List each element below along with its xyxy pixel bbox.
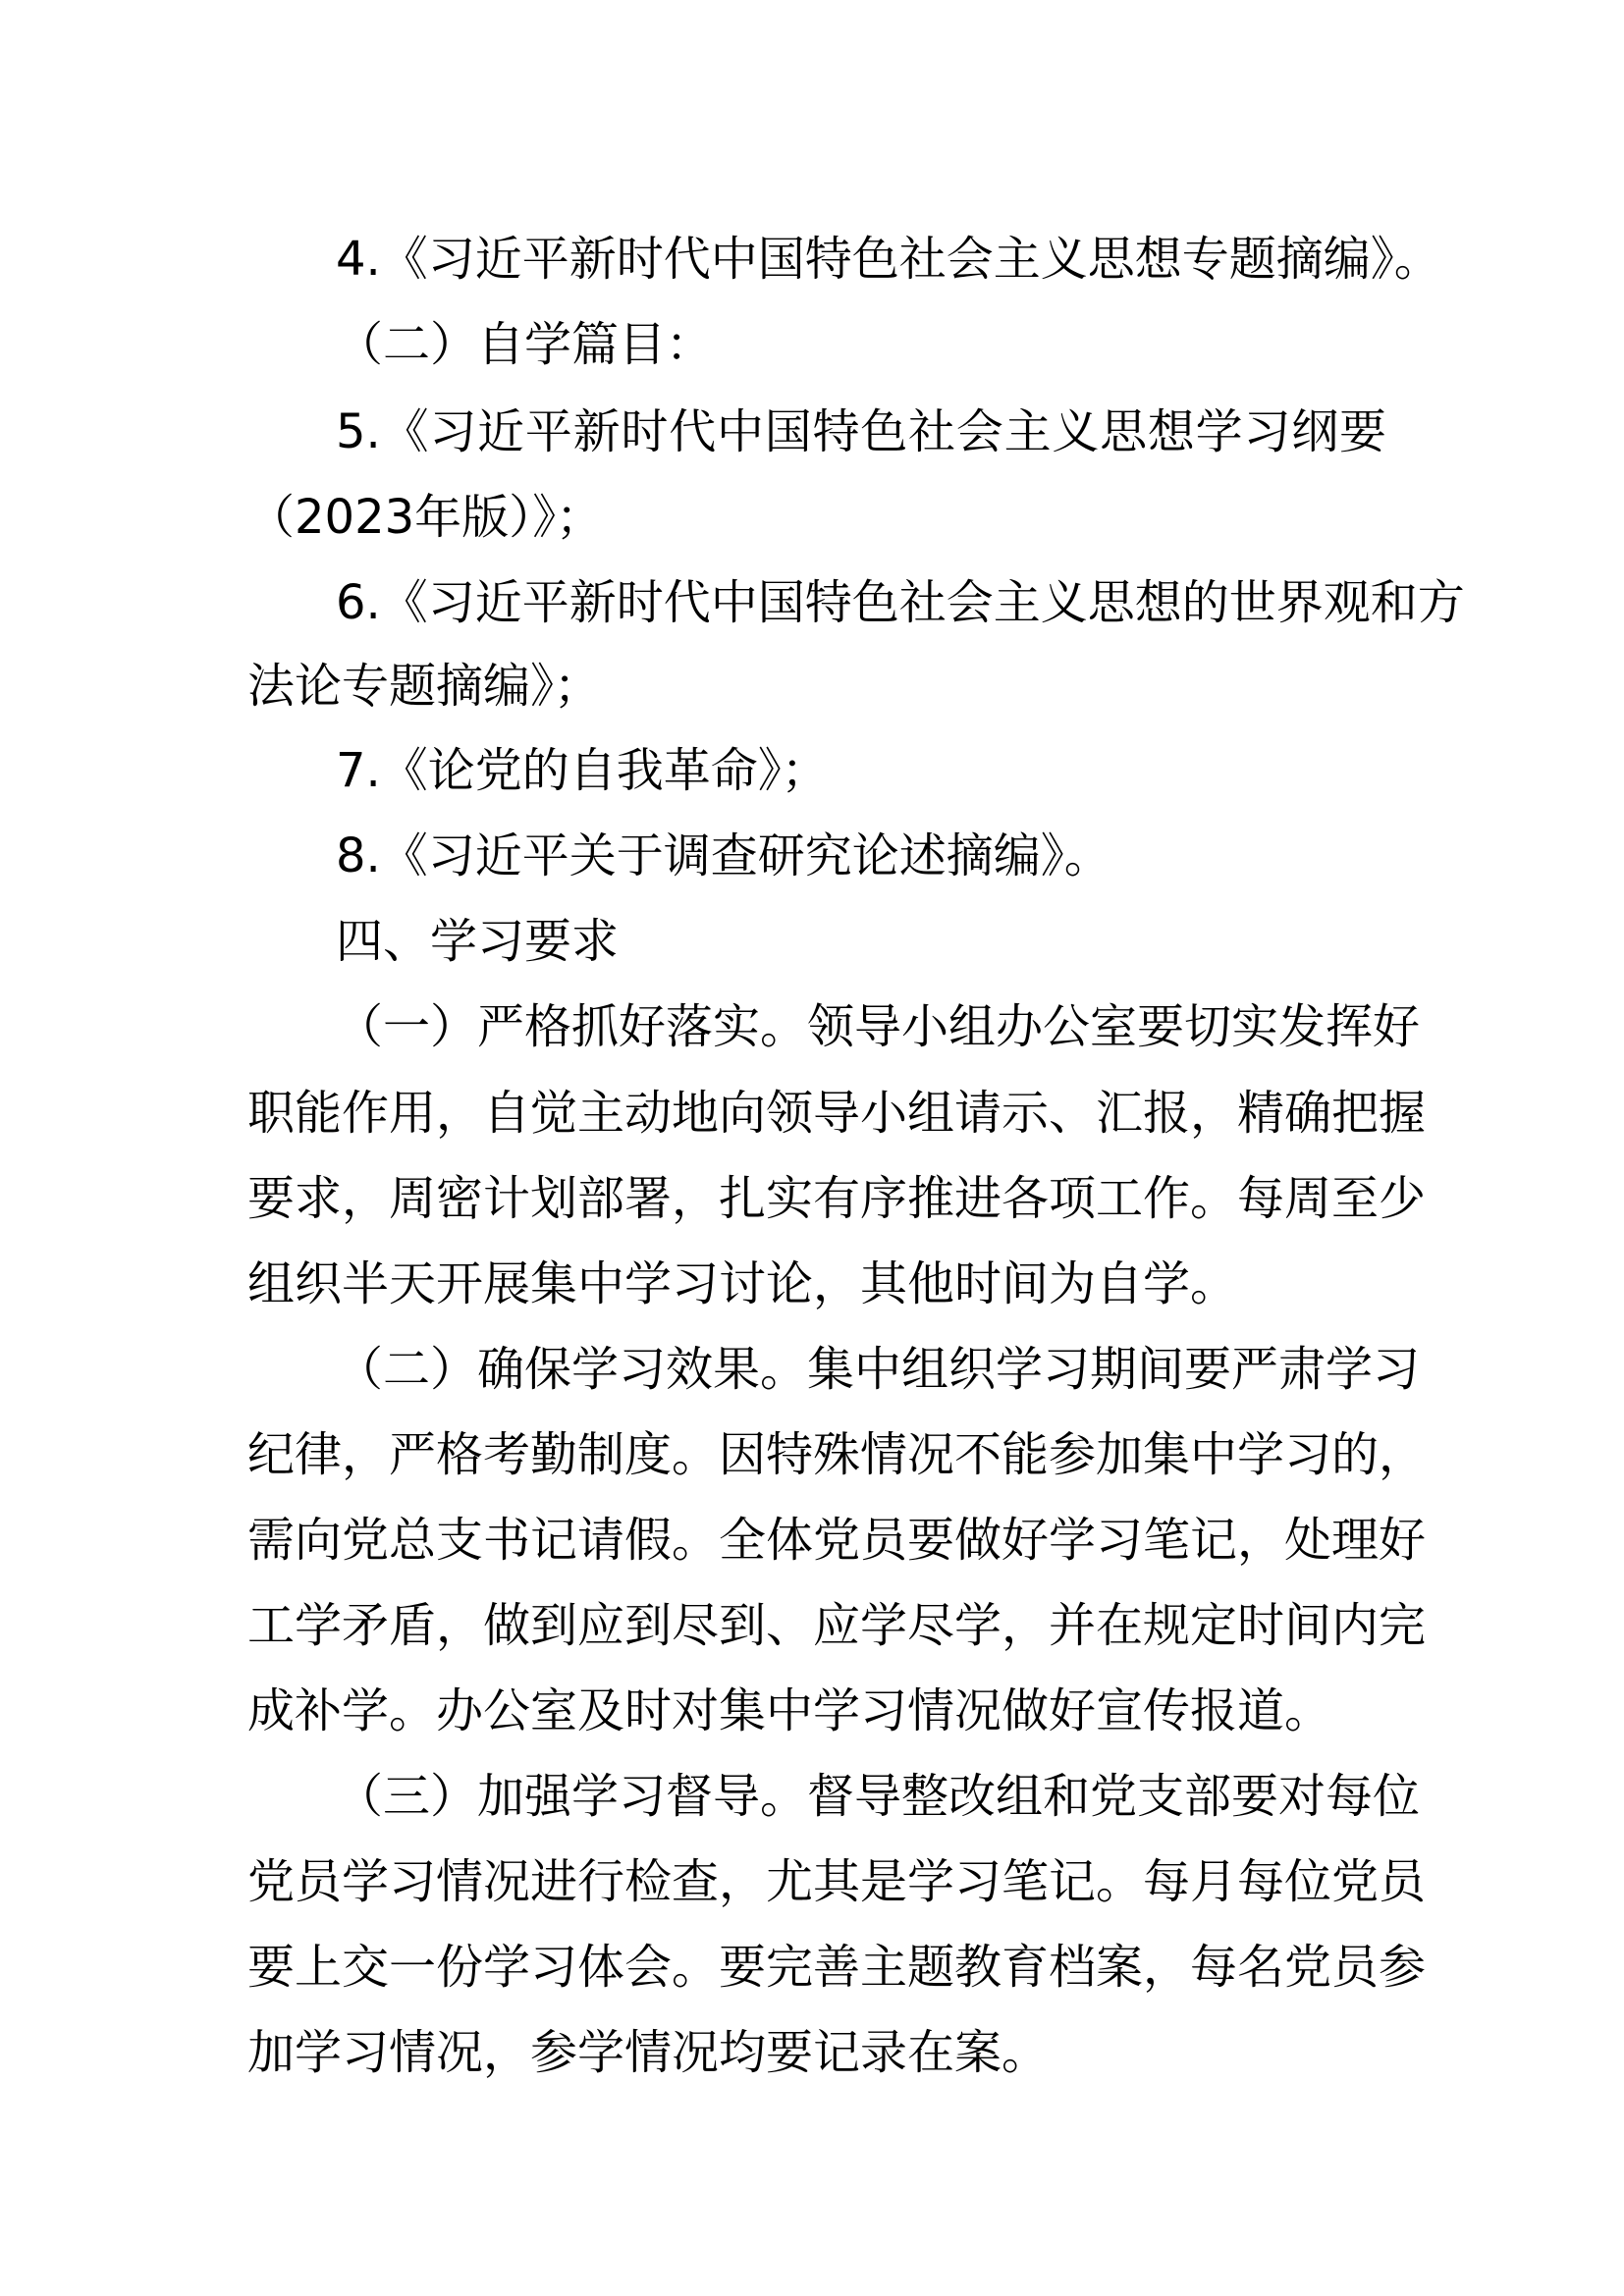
paragraph-line: 工学矛盾，做到应到尽到、应学尽学，并在规定时间内完 [247,1598,1427,1653]
paragraph-line: （一）严格抓好落实。领导小组办公室要切实发挥好 [336,999,1421,1054]
reading-item-4: 4.《习近平新时代中国特色社会主义思想专题摘编》。 [336,232,1441,287]
self-study-heading: （二）自学篇目： [336,317,714,372]
paragraph-line: 党员学习情况进行检查，尤其是学习笔记。每月每位党员 [247,1854,1427,1909]
paragraph-line: 要求，周密计划部署，扎实有序推进各项工作。每周至少 [247,1171,1427,1226]
paragraph-line: 成补学。办公室及时对集中学习情况做好宣传报道。 [247,1683,1332,1738]
reading-item-5-line-2: （2023年版）》； [247,490,604,545]
paragraph-line: 职能作用，自觉主动地向领导小组请示、汇报，精确把握 [247,1086,1427,1141]
paragraph-line: 加学习情况，参学情况均要记录在案。 [247,2025,1050,2080]
paragraph-line: 组织半天开展集中学习讨论，其他时间为自学。 [247,1256,1238,1311]
paragraph-line: 需向党总支书记请假。全体党员要做好学习笔记，处理好 [247,1513,1427,1568]
reading-item-8: 8.《习近平关于调查研究论述摘编》。 [336,828,1111,883]
reading-item-5-line-1: 5.《习近平新时代中国特色社会主义思想学习纲要 [336,404,1386,459]
paragraph-line: 纪律，严格考勤制度。因特殊情况不能参加集中学习的， [247,1427,1427,1482]
reading-item-7: 7.《论党的自我革命》； [336,743,829,798]
paragraph-line: 要上交一份学习体会。要完善主题教育档案，每名党员参 [247,1940,1427,1995]
section-heading: 四、学习要求 [336,914,620,969]
paragraph-line: （二）确保学习效果。集中组织学习期间要严肃学习 [336,1342,1421,1397]
paragraph-line: （三）加强学习督导。督导整改组和党支部要对每位 [336,1769,1421,1824]
reading-item-6-line-2: 法论专题摘编》； [247,659,602,714]
reading-item-6-line-1: 6.《习近平新时代中国特色社会主义思想的世界观和方 [336,575,1465,630]
